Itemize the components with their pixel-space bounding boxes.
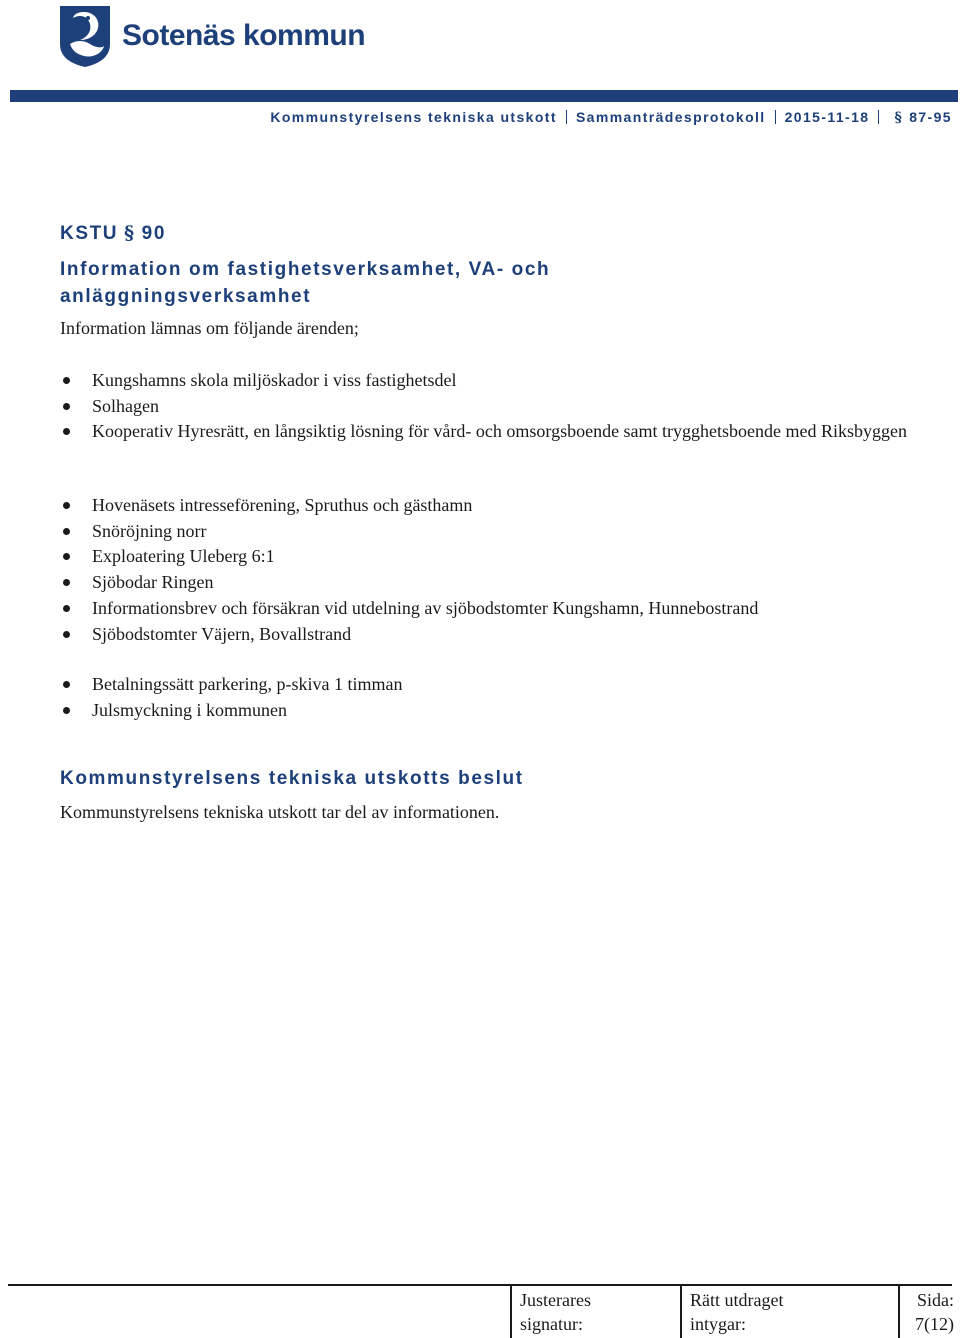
list-item: Sjöbodar Ringen bbox=[60, 570, 932, 596]
municipality-logo bbox=[58, 4, 365, 68]
coat-of-arms-icon bbox=[58, 4, 112, 68]
decision-heading: Kommunstyrelsens tekniska utskotts beslut bbox=[60, 768, 524, 789]
header-date: 2015-11-18 bbox=[784, 109, 870, 125]
list-item: Julsmyckning i kommunen bbox=[60, 698, 932, 724]
header-divider bbox=[878, 110, 879, 124]
justerares-signature-box bbox=[510, 1286, 680, 1338]
list-item: Betalningssätt parkering, p-skiva 1 timman bbox=[60, 672, 932, 698]
case-intro: Information lämnas om följande ärenden; bbox=[60, 318, 359, 338]
list-item: Snöröjning norr bbox=[60, 519, 932, 545]
page-number: 7(12) bbox=[915, 1314, 954, 1334]
header-committee: Kommunstyrelsens tekniska utskott bbox=[270, 109, 557, 125]
justerares-label: Justerares bbox=[520, 1290, 591, 1310]
header-section-symbol: § bbox=[894, 110, 904, 126]
items-list-1 bbox=[60, 368, 932, 445]
list-item: Sjöbodstomter Väjern, Bovallstrand bbox=[60, 622, 932, 648]
case-number: 90 bbox=[141, 223, 167, 244]
header-sections: 87-95 bbox=[909, 109, 952, 125]
list-item: Solhagen bbox=[60, 394, 932, 420]
case-identifier bbox=[60, 222, 166, 245]
decision-text: Kommunstyrelsens tekniska utskott tar del av informationen. bbox=[60, 802, 500, 822]
utdrag-label: Rätt utdraget bbox=[690, 1290, 784, 1310]
header-divider bbox=[775, 110, 776, 124]
header-bar bbox=[10, 90, 958, 102]
case-title: Information om fastighetsverksamhet, VA- och anläggningsverksamhet bbox=[60, 259, 551, 307]
items-list-2 bbox=[60, 493, 932, 647]
page-label: Sida: bbox=[916, 1290, 954, 1310]
intygar-label: intygar: bbox=[690, 1314, 746, 1334]
header-divider bbox=[566, 110, 567, 124]
utdrag-certification-box bbox=[680, 1286, 898, 1338]
case-section-symbol: § bbox=[124, 222, 136, 244]
list-item: Exploatering Uleberg 6:1 bbox=[60, 544, 932, 570]
justerares-signature-label: signatur: bbox=[520, 1314, 583, 1334]
list-item: Kungshamns skola miljöskador i viss fastighetsdel bbox=[60, 368, 932, 394]
page-number-box bbox=[898, 1286, 958, 1338]
document-header bbox=[270, 109, 952, 126]
list-item: Informationsbrev och försäkran vid utdelning av sjöbodstomter Kungshamn, Hunnebostrand bbox=[60, 596, 932, 622]
list-item: Kooperativ Hyresrätt, en långsiktig lösning för vård- och omsorgsboende samt trygghetsboende med Riksbyggen bbox=[60, 419, 932, 445]
case-id: KSTU bbox=[60, 223, 119, 244]
list-item: Hovenäsets intresseförening, Spruthus och gästhamn bbox=[60, 493, 932, 519]
header-protocol: Sammanträdesprotokoll bbox=[575, 109, 766, 125]
logo-text: Sotenäs kommun bbox=[122, 19, 366, 52]
items-list-3 bbox=[60, 672, 932, 723]
